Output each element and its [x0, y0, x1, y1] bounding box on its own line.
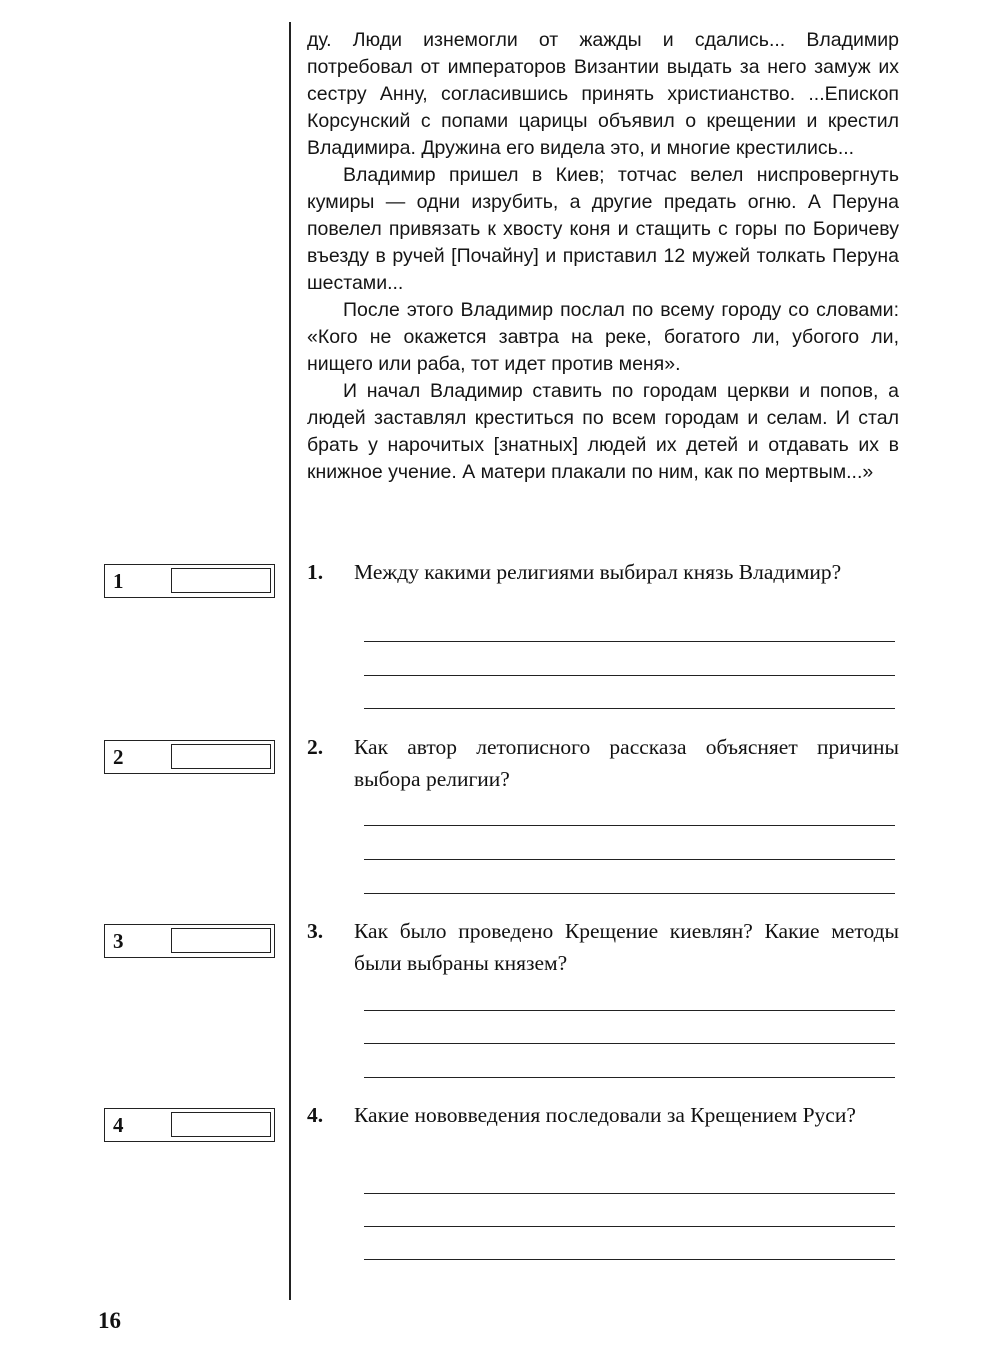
- score-box-number: 3: [113, 929, 124, 953]
- answer-line[interactable]: [364, 859, 895, 860]
- question-number: 4.: [307, 1103, 324, 1127]
- passage-paragraph: И начал Владимир ставить по городам церкви и попов, а людей заставлял креститься по всем городам и селам. И стал брать у нарочитых [знатных] людей их детей и отдавать их в книжное учение. А матери плакали по ним, как по мертвым...»: [307, 380, 899, 483]
- passage-paragraph: Владимир пришел в Киев; тотчас велел ниспровергнуть кумиры — одни изрубить, а другие предать огню. А Перуна повелел привязать к хвосту коня и стащить с горы по Боричеву въезду в ручей [Почайну] и приставил 12 мужей толкать Перуна шестами...: [307, 164, 899, 294]
- passage-paragraph: После этого Владимир послал по всему городу со словами: «Кого не окажется завтра на реке, богатого ли, убогого ли, нищего или раба, тот идет против меня».: [307, 299, 899, 375]
- score-entry-field[interactable]: [171, 928, 271, 953]
- score-entry-field[interactable]: [171, 744, 271, 769]
- answer-line[interactable]: [364, 1010, 895, 1011]
- question-text: Между какими религиями выбирал князь Владимир?: [354, 560, 842, 584]
- question-3: [307, 915, 899, 979]
- question-text: Какие нововведения последовали за Крещением Руси?: [354, 1103, 856, 1127]
- answer-line[interactable]: [364, 708, 895, 709]
- chronicle-passage: [307, 27, 899, 486]
- question-number: 1.: [307, 560, 324, 584]
- answer-line[interactable]: [364, 1259, 895, 1260]
- answer-line[interactable]: [364, 1226, 895, 1227]
- score-box-2: [104, 740, 275, 774]
- page-number: 16: [98, 1308, 121, 1333]
- score-box-1: [104, 564, 275, 598]
- score-box-number: 2: [113, 745, 124, 769]
- question-text: Как было проведено Крещение киевлян? Какие методы были выбраны князем?: [354, 919, 899, 975]
- question-number: 3.: [307, 919, 324, 943]
- score-entry-field[interactable]: [171, 568, 271, 593]
- answer-line[interactable]: [364, 893, 895, 894]
- answer-line[interactable]: [364, 1193, 895, 1194]
- score-box-number: 4: [113, 1113, 124, 1137]
- question-text: Как автор летописного рассказа объясняет причины выбора религии?: [354, 735, 899, 791]
- question-2: [307, 731, 899, 795]
- passage-paragraph: ду. Люди изнемогли от жажды и сдались... Владимир потребовал от императоров Византии выдать за него замуж их сестру Анну, согласившись принять христианство. ...Епископ Корсунский с попами царицы объявил о крещении и крестил Владимира. Дружина его видела это, и многие крестились...: [307, 29, 899, 159]
- answer-line[interactable]: [364, 825, 895, 826]
- answer-line[interactable]: [364, 1077, 895, 1078]
- score-box-number: 1: [113, 569, 124, 593]
- margin-divider-line: [289, 22, 291, 1300]
- question-number: 2.: [307, 735, 324, 759]
- score-box-4: [104, 1108, 275, 1142]
- answer-line[interactable]: [364, 675, 895, 676]
- score-box-3: [104, 924, 275, 958]
- answer-line[interactable]: [364, 1043, 895, 1044]
- score-entry-field[interactable]: [171, 1112, 271, 1137]
- answer-line[interactable]: [364, 641, 895, 642]
- question-4: [307, 1099, 899, 1131]
- question-1: [307, 556, 899, 588]
